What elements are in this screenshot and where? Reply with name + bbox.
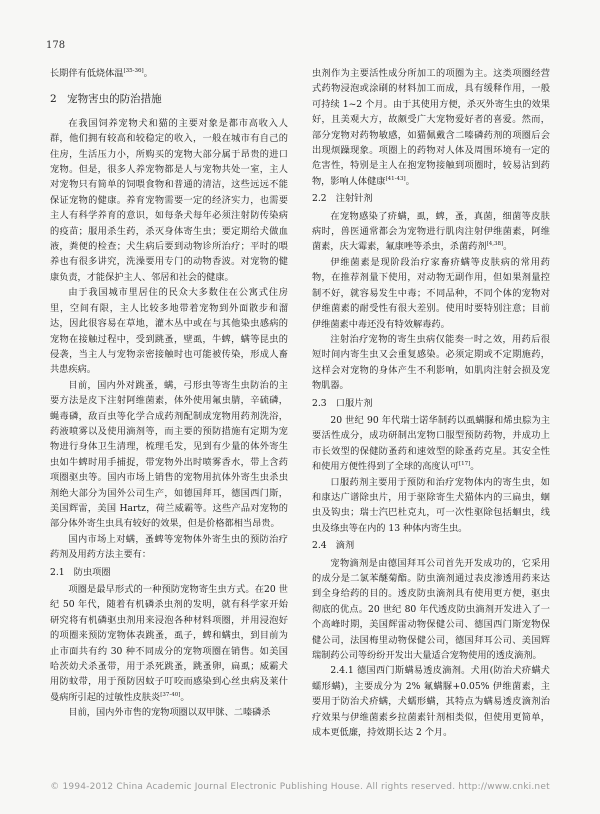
page-number: 178 [46, 40, 66, 51]
paragraph-text: 2.4.1 德国西门斯螨易透皮滴剂。犬用(防治犬疥螨犬蠕形螨)，主要成分为 2% 氟螨脲+0.05% 伊维菌素，主要用于防治犬疥螨，犬蠕形螨，其特点为螨易透皮滴剂治疗效果与伊维菌素乡拉菌素针剂相类似，但使用更简单，成本更低廉，持效期长达 2 个月。 [312, 665, 550, 739]
left-column [50, 66, 288, 721]
citation-ref: [35-36] [123, 67, 144, 74]
body-paragraph [50, 532, 288, 563]
paragraph-text: 国内市场上对螨，蚤蜱等宠物体外寄生虫的预防治疗药剂及用药方法主要有： [50, 533, 288, 561]
paragraph-tail: 。 [503, 241, 513, 253]
paragraph-text: 伊维菌素是现阶段治疗家畜疥螨等皮肤病的常用药物，在推荐剂量下使用，对动物无副作用，但如果剂量控制不好，就容易发生中毒；不同品种，不同个体的宠物对伊维菌素的耐受性有很大差别。使用时要特别注意；目前伊维菌素中毒还没有特效解毒药。 [312, 256, 550, 330]
body-paragraph [312, 663, 550, 740]
copyright-footer: © 1994-2012 China Academic Journal Electronic Publishing House. All rights reserved. http://www.cnki.net [50, 782, 550, 792]
paragraph-text: 虫剂作为主要活性成分所加工的项圈为主。这类项圈经营式药物浸泡或涂刷的材料加工而成，具有缓释作用，一般可持续 1~2 个月。由于其使用方便，杀灭外寄生虫的效果好，且美观大方，故颇受广大宠物爱好者的喜爱。然而，部分宠物对药物敏感，如猫佩戴含二嗪磷药剂的项圈后会出现烦躁现象。项圈上的药物对人体及周围环境有一定的危害性，特别是主人在抱宠物接触到项圈时，较易沾到药物，影响人体健康 [312, 68, 550, 187]
body-paragraph [312, 556, 550, 664]
body-paragraph [312, 255, 550, 332]
paragraph-tail: 。 [405, 175, 415, 187]
paragraph-text: 2.4 滴剂 [312, 540, 355, 552]
paragraph-text: 注射治疗宠物的寄生虫病仅能奏一时之效，用药后很短时间内寄生虫又会重复感染。必须定期或不定期施药，这样会对宠物的身体产生不利影响，如肌肉注射会损及宠物肌器。 [312, 333, 550, 392]
right-column [312, 66, 550, 740]
paragraph-text: 项圈是最早形式的一种预防宠物寄生虫方式。在20 世纪 50 年代，随着有机磷杀虫剂的发明，就有科学家开始研究将有机磷驱虫剂用来浸泡各种材料项圈，并用浸泡好的项圈来预防宠物体表跳蚤，虱子，蜱和螨虫，到目前为止市面共有约 30 种不同成分的宠物项圈在销售。如美国哈茨幼犬杀蚤带，用于杀死跳蚤，跳蚤卵，扁虱；威霸犬用防蚊带，用于预防因蚊子叮咬而感染到心丝虫病及莱什曼病所引起的过敏性皮肤炎 [50, 584, 288, 703]
paragraph-tail: 。 [180, 691, 190, 703]
paragraph-text: 长期伴有低烧体温 [50, 68, 124, 79]
body-paragraph [312, 209, 550, 255]
paragraph-text: 目前，国内外对跳蚤，螨，弓形虫等寄生虫防治的主要方法是皮下注射阿维菌素，体外使用氟虫腈，辛硫磷，蝇毒磷，敌百虫等化学合成药剂配制成宠物用药剂洗浴，药液喷雾以及使用滴剂等，而主要的预防措施有定期为宠物进行身体卫生清理，梳理毛发，见到有少量的体外寄生虫如牛蜱时用手捕捉，带宠物外出时喷雾香水，带上含药项圈驱虫等。国内市场上销售的宠物用抗体外寄生虫杀虫剂绝大部分为国外公司生产，如德国拜耳，德国西门斯，美国辉雷，美国 Hartz，荷兰威霸等。这些产品对宠物的部分体外寄生虫具有较好的效果，但是价格都相当昂贵。 [50, 379, 288, 530]
subsection-heading [50, 565, 288, 580]
body-paragraph [312, 332, 550, 394]
body-paragraph [50, 582, 288, 705]
paragraph-text: 目前，国内外市售的宠物项圈以双甲脒、二嗪磷杀 [68, 707, 271, 719]
body-paragraph [312, 413, 550, 475]
paragraph-text: 在宠物感染了疥螨，虱，蜱，蚤，真菌，细菌等皮肤病时，兽医通常都会为宠物进行肌肉注射伊维菌素，阿维菌素，庆大霉素，氟康唑等杀虫，杀菌药剂 [312, 210, 550, 253]
body-paragraph [50, 705, 288, 720]
body-paragraph [50, 66, 288, 81]
body-paragraph [312, 475, 550, 537]
subsection-heading [312, 538, 550, 553]
paragraph-text: 口服药剂主要用于预防和治疗宠物体内的寄生虫，如和康达广谱除虫片，用于驱除寄生犬猫体内的三扁虫，蛔虫及钩虫；瑞士汽巴杜克丸，可一次性驱除包括蛔虫，线虫及绦虫等在内的 13 种体内寄生虫。 [312, 476, 550, 534]
paragraph-text: 20 世纪 90 年代瑞士诺华制药以虱螨脲和烯虫腙为主要活性成分，成功研制出宠物口服型预防药物，并成功上市长效型的保健防蚤药和速效型的除蚤药克星。其安全性和使用方便性得到了全球的高度认可 [312, 414, 550, 473]
section-heading [50, 92, 288, 107]
paragraph-text: 2 宠物害虫的防治措施 [50, 93, 162, 106]
subsection-heading [312, 191, 550, 206]
body-paragraph [50, 116, 288, 285]
paragraph-text: 由于我国城市里居住的民众大多数住在公寓式住房里，空间有限，主人比较多地带着宠物到外面散步和溜达，因此很容易在草地，灌木丛中或在与其他染虫感病的宠物在接触过程中，受到跳蚤，壁虱，牛蜱，螨等昆虫的侵袭，当主人与宠物亲密接触时也可能被传染，形成人畜共患疾病。 [50, 287, 288, 376]
paragraph-text: 宠物滴剂是由德国拜耳公司首先开发成功的，它采用的成分是二氯苯醚菊酯。防虫滴剂通过表皮渗透用药来达到全身给药的目的。透皮防虫滴剂具有使用更方便，驱虫彻底的优点。20 世纪 80 年代透皮防虫滴剂开发进入了一个高峰时期，美国辉雷动物保健公司、德国西门斯宠物保健公司，法国梅里动物保健公司，德国拜耳公司、美国辉瑞制药公司等纷纷开发出大量适合宠物使用的透皮滴剂。 [312, 557, 550, 662]
citation-ref: [17] [459, 461, 471, 468]
body-paragraph [50, 378, 288, 532]
paragraph-tail: 。 [143, 68, 153, 79]
paragraph-tail: 。 [470, 461, 480, 473]
paragraph-text: 在我国饲养宠物犬和猫的主要对象是都市高收入人群，他们拥有较高和较稳定的收入，一般在城市有自己的住房，生活压力小，所购买的宠物大部分属于昂贵的进口宠物。但是，很多人养宠物都是人与宠物共处一室，主人对宠物只有简单的饲喂食物和普通的清洁，这些远远不能保证宠物的健康。养育宠物需要一定的经济实力，也需要主人有科学养育的意识，如每条犬每年必须注射防传染病的疫苗；服用杀生药，杀灭身体寄生虫；要定期给犬做血液，粪便的检查；犬生病后要到动物诊所治疗；平时的喂养也有很多讲究，洗澡要用专门的动物香波。对宠物的健康负责，才能保护主人、邻居和社会的健康。 [50, 117, 288, 283]
paragraph-text: 2.2 注射针剂 [312, 193, 373, 205]
paragraph-text: 2.1 防虫项圈 [50, 566, 111, 578]
citation-ref: [37-40] [160, 691, 181, 698]
citation-ref: [41-43] [385, 175, 406, 182]
subsection-heading [312, 396, 550, 411]
paragraph-text: 2.3 口服片剂 [312, 397, 373, 409]
body-paragraph [312, 66, 550, 189]
citation-ref: [4,38] [486, 241, 504, 248]
body-paragraph [50, 285, 288, 377]
